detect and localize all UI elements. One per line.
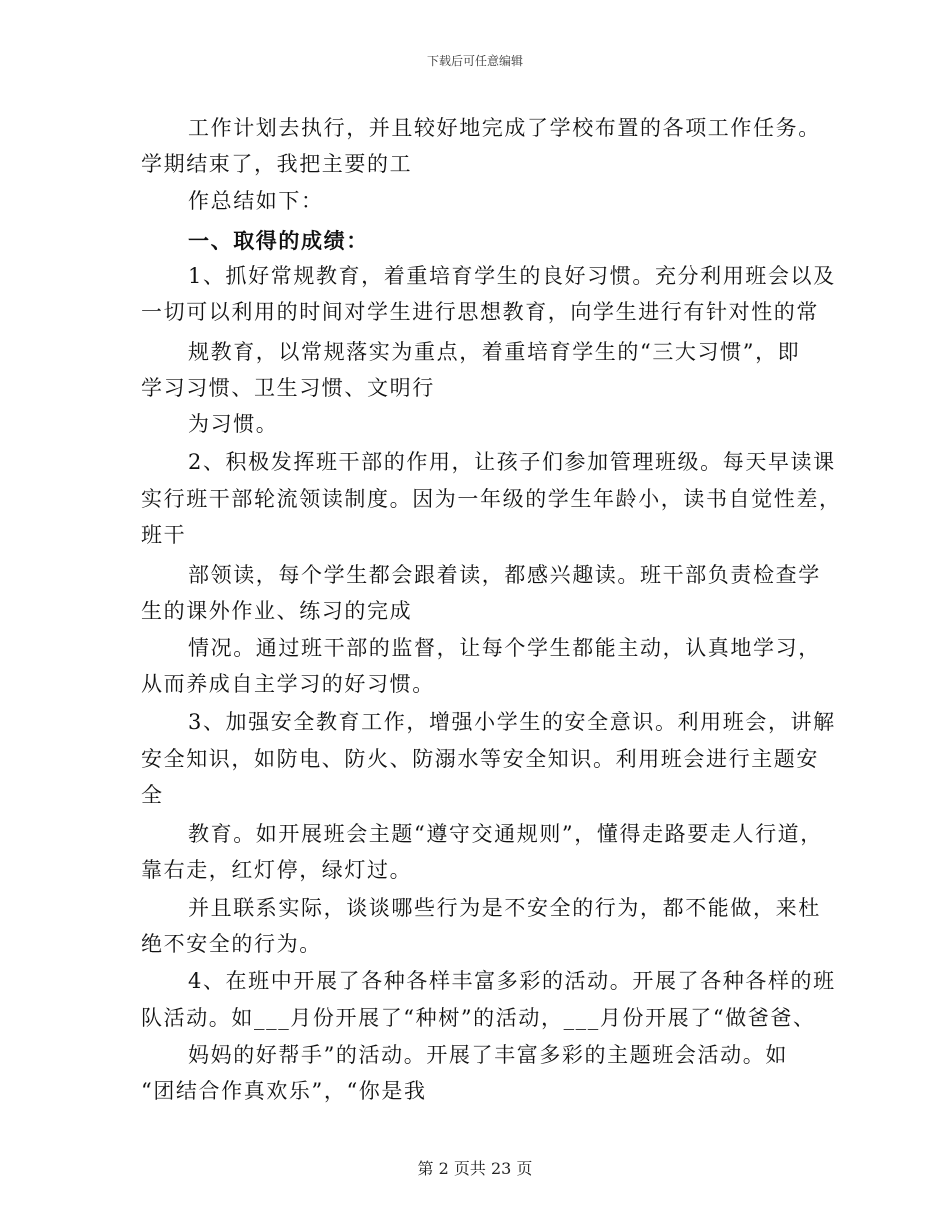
text-line: 2、积极发挥班干部的作用，让孩子们参加管理班级。每天早读课 — [188, 450, 836, 474]
text-line: 学习习惯、卫生习惯、文明行 — [141, 376, 435, 400]
text-line: 作总结如下： — [188, 189, 324, 213]
text-line: 全 — [141, 783, 164, 807]
text-line: 队活动。如___月份开展了“种树”的活动，___月份开展了“做爸爸、 — [141, 1006, 816, 1030]
text-line: 绝不安全的行为。 — [141, 932, 322, 956]
text-line: 安全知识，如防电、防火、防溺水等安全知识。利用班会进行主题安 — [141, 747, 819, 771]
text-line: 1、抓好常规教育，着重培育学生的良好习惯。充分利用班会以及 — [188, 264, 836, 288]
text-line: 3、加强安全教育工作，增强小学生的安全意识。利用班会，讲解 — [188, 710, 836, 734]
section-heading: 一、取得的成绩： — [188, 228, 369, 253]
text-line: 规教育，以常规落实为重点，着重培育学生的“三大习惯”，即 — [188, 340, 801, 364]
text-line: 生的课外作业、练习的完成 — [141, 599, 413, 623]
text-line: 学期结束了，我把主要的工 — [141, 152, 413, 176]
text-line: 靠右走，红灯停，绿灯过。 — [141, 858, 413, 882]
page-footer: 第 2 页共 23 页 — [417, 1159, 533, 1178]
text-line: 4、在班中开展了各种各样丰富多彩的活动。开展了各种各样的班 — [188, 969, 836, 993]
text-line: 从而养成自主学习的好习惯。 — [141, 672, 435, 696]
text-line: 一切可以利用的时间对学生进行思想教育，向学生进行有针对性的常 — [141, 300, 819, 324]
text-line: “团结合作真欢乐”，“你是我 — [141, 1079, 427, 1103]
text-line: 工作计划去执行，并且较好地完成了学校布置的各项工作任务。 — [188, 116, 821, 140]
text-line: 班干 — [141, 523, 187, 547]
text-line: 妈妈的好帮手”的活动。开展了丰富多彩的主题班会活动。如 — [188, 1043, 788, 1067]
text-line: 为习惯。 — [188, 412, 279, 436]
text-line: 教育。如开展班会主题“遵守交通规则”，懂得走路要走人行道， — [188, 822, 823, 846]
page-header: 下载后可任意编辑 — [426, 54, 523, 68]
text-line: 部领读，每个学生都会跟着读，都感兴趣读。班干部负责检查学 — [188, 563, 821, 587]
text-line: 并且联系实际，谈谈哪些行为是不安全的行为，都不能做，来杜 — [188, 896, 821, 920]
text-line: 实行班干部轮流领读制度。因为一年级的学生年龄小，读书自觉性差， — [141, 487, 842, 511]
text-line: 情况。通过班干部的监督，让每个学生都能主动，认真地学习， — [188, 636, 821, 660]
